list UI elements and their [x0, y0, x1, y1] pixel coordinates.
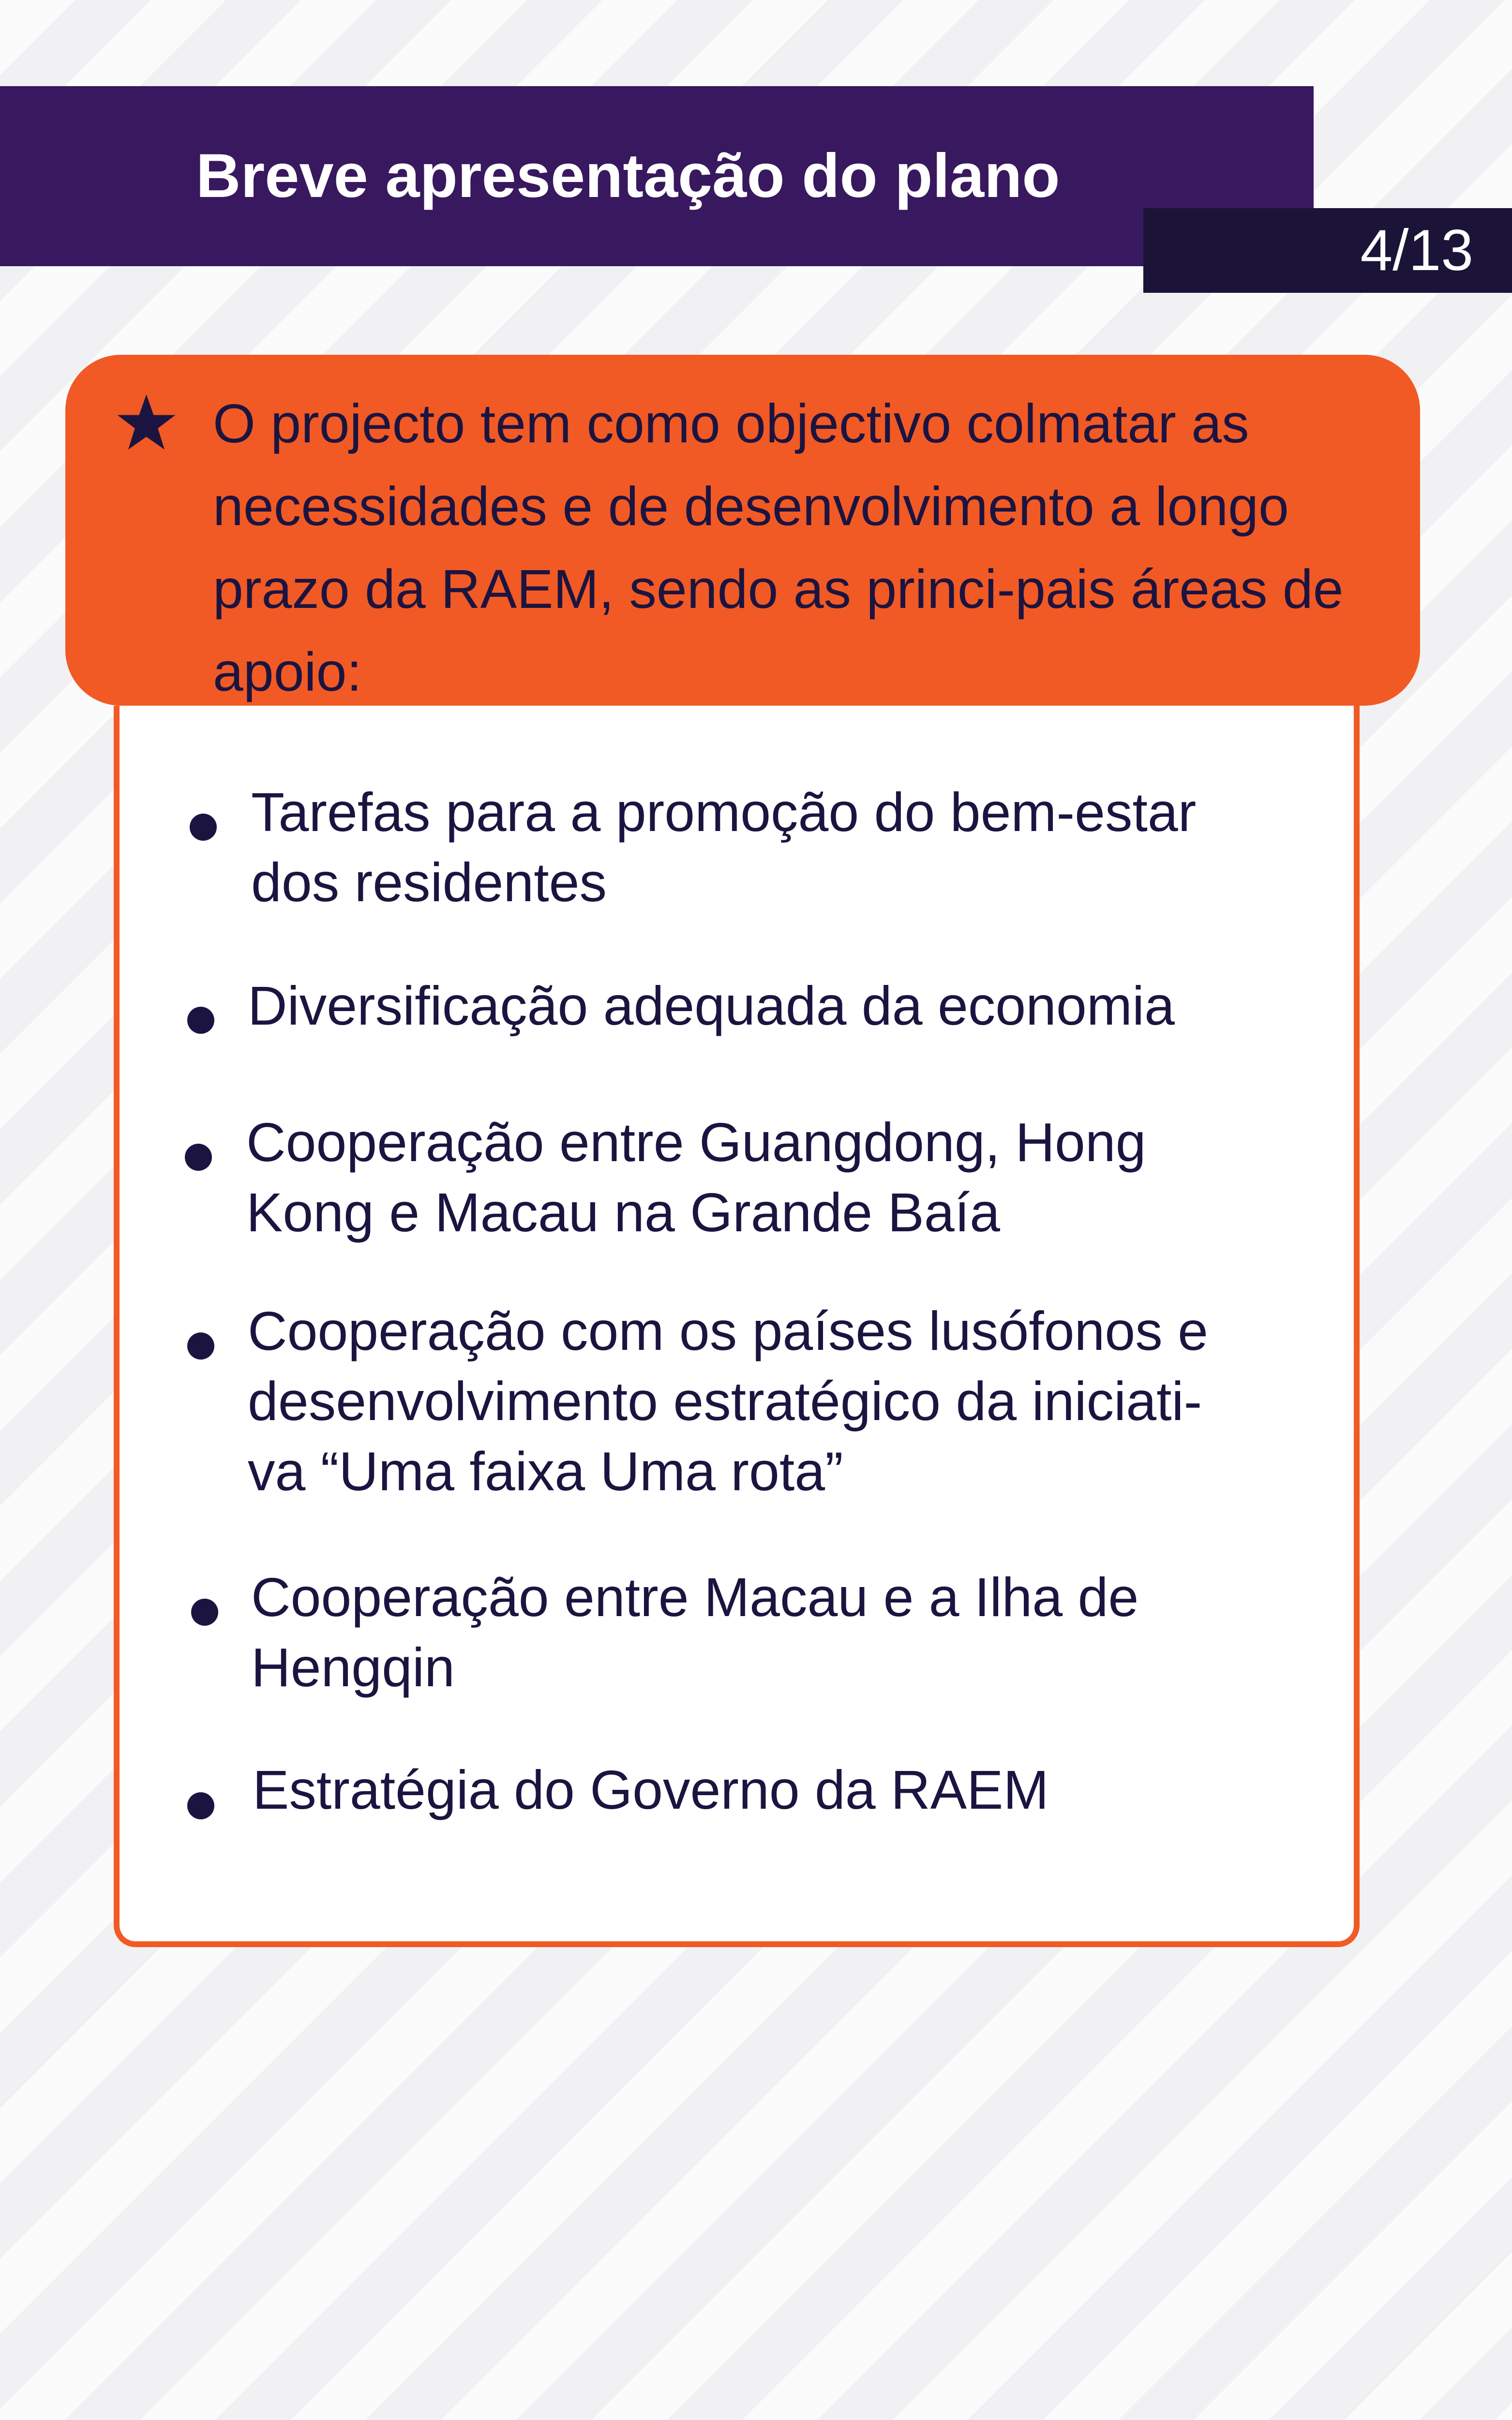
- bullet-icon: [187, 1332, 214, 1360]
- bullet-icon: [187, 1792, 214, 1819]
- list-item-text: Estratégia do Governo da RAEM: [253, 1759, 1049, 1820]
- list-item-text: Cooperação entre Macau e a Ilha de Hengqin: [251, 1567, 1139, 1698]
- page-title: Breve apresentação do plano: [196, 141, 1060, 211]
- bullet-icon: [190, 814, 217, 841]
- bullet-icon: [191, 1599, 218, 1626]
- star-icon: [116, 392, 177, 453]
- list-item-text: Cooperação com os países lusófonos e desenvolvimento estratégico da iniciati- va “Uma faixa Uma rota”: [248, 1301, 1208, 1502]
- list-item-text: Tarefas para a promoção do bem-estar dos residentes: [251, 782, 1197, 913]
- page-counter: [1143, 208, 1512, 293]
- page-counter-text: 4/13: [1360, 218, 1473, 283]
- list-item-text: Cooperação entre Guangdong, Hong Kong e Macau na Grande Baía: [246, 1112, 1146, 1243]
- bullet-icon: [187, 1007, 214, 1034]
- support-areas-box: [114, 706, 1360, 1947]
- list-item-text: Diversificação adequada da economia: [248, 975, 1175, 1036]
- bullet-icon: [185, 1144, 212, 1171]
- intro-text: O projecto tem como objectivo colmatar as necessidades e de desenvolvimento a longo prazo da RAEM, sendo as princi-pais áreas de apoio:: [213, 393, 1344, 702]
